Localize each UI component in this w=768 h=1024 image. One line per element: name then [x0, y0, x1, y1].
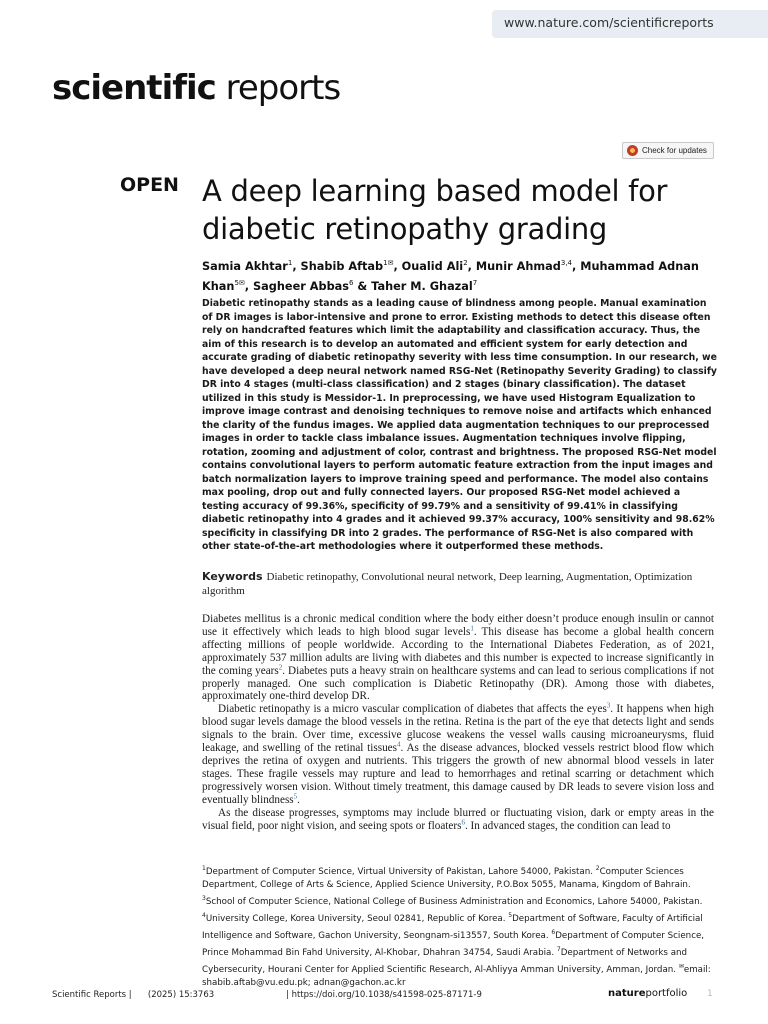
- abstract: Diabetic retinopathy stands as a leading cause of blindness among people. Manual examination of DR images is labor-intensive and prone to error. Existing methods to detect this disease often rely on handcrafted features which limit the adaptability and classification accuracy. Thus, the aim of this research is to develop an automated and efficient system for early detection and accurate grading of diabetic retinopathy severity with less time consumption. In our research, we have developed a deep neural network named RSG-Net (Retinopathy Severity Grading) to classify DR into 4 stages (multi-class classification) and 2 stages (binary classification). The dataset utilized in this study is Messidor-1. In preprocessing, we have used Histogram Equalization to improve image contrast and denoising techniques to remove noise and artifacts which enhanced the clarity of the fundus images. We applied data augmentation techniques to our preprocessed images in order to tackle class imbalance issues. Augmentation techniques involve flipping, rotation, zooming and adjustment of color, contrast and brightness. The proposed RSG-Net model contains convolutional layers to perform automatic feature extraction from the input images and batch normalization layers to improve training speed and performance. The model also contains max pooling, drop out and fully connected layers. Our proposed RSG-Net model achieved a testing accuracy of 99.36%, specificity of 99.79% and a sensitivity of 99.41% in classifying diabetic retinopathy into 4 grades and it achieved 99.37% accuracy, 100% sensitivity and 98.62% specificity in classifying DR into 2 grades. The performance of RSG-Net is also compared with other state-of-the-art methodologies where it outperformed these methods.: [202, 298, 717, 552]
- journal-logo-light: reports: [215, 68, 341, 108]
- body-paragraph: Diabetic retinopathy is a micro vascular complication of diabetes that affects the eyes$^3$. It happens when high blood sugar levels damage the blood vessels in the retina. Retina is the part of the eye that detects light and sends signals to the brain. Over time, excessive glucose weakens the vessel walls causing microaneurysms, fluid leakage, and swelling of the retinal tissues$^4$. As the disease advances, blocked vessels restrict blood flow which deprives the retina of oxygen and nutrients. This triggers the growth of new abnormal blood vessels in later stages. These fragile vessels may rupture and lead to hemorrhages and retinal scarring or detachment which progressively worsen vision. Without timely treatment, this damage caused by DR leads to severe vision loss and eventually blindness$^5$.: [202, 701, 714, 806]
- body-text: [202, 613, 714, 832]
- journal-url[interactable]: www.nature.com/scientificreports: [504, 15, 714, 30]
- publisher-logo-bold: nature: [608, 988, 646, 999]
- footer-journal: Scientific Reports |: [52, 990, 132, 1000]
- page-number: 1: [707, 989, 713, 999]
- journal-logo-bold: scientific: [52, 68, 216, 108]
- check-for-updates-label: Check for updates: [642, 146, 707, 155]
- author-list: Samia Akhtar$^1$, Shabib Aftab$^{1✉}$, Oualid Ali$^2$, Munir Ahmad$^{3,4}$, Muhammad Adnan Khan$^{5✉}$, Sagheer Abbas$^6$ & Taher M. Ghazal$^7$: [202, 259, 699, 293]
- publisher-logo-light: portfolio: [645, 988, 688, 999]
- keywords: [202, 570, 718, 598]
- keywords-text: Diabetic retinopathy, Convolutional neural network, Deep learning, Augmentation, Optimization algorithm: [202, 571, 693, 597]
- footer-citation: [52, 990, 214, 1000]
- footer-volume: (2025) 15:3763: [147, 990, 215, 1000]
- check-for-updates-button[interactable]: [622, 142, 714, 159]
- publisher-logo: [608, 988, 687, 999]
- article-title: A deep learning based model for diabetic retinopathy grading: [202, 174, 668, 246]
- body-paragraph: Diabetes mellitus is a chronic medical condition where the body either doesn’t produce enough insulin or cannot use it effectively which leads to high blood sugar levels$^1$. This disease has become a global health concern affecting millions of people worldwide. According to the International Diabetes Federation, as of 2021, approximately 537 million adults are living with diabetes and this number is expected to increase significantly in the coming years$^2$. Diabetes puts a heavy strain on healthcare systems and can lead to serious complications if not properly managed. One such complication is Diabetic Retinopathy (DR). Among those with diabetes, approximately one-third develop DR.: [202, 613, 714, 703]
- keywords-label: Keywords: [202, 570, 263, 583]
- affiliations: $^1$Department of Computer Science, Virtual University of Pakistan, Lahore 54000, Pakistan. $^2$Computer Sciences Department, College of Arts & Science, Applied Science University, P.O.Box 5055, Manama, Kingdom of Bahrain. $^3$School of Computer Science, National College of Business Administration and Economics, Lahore 54000, Pakistan. $^4$University College, Korea University, Seoul 02841, Republic of Korea. $^5$Department of Software, Faculty of Artificial Intelligence and Software, Gachon University, Seongnam-si13557, South Korea. $^6$Department of Computer Science, Prince Mohammad Bin Fahd University, Al-Khobar, Dhahran 34754, Saudi Arabia. $^7$Department of Networks and Cybersecurity, Hourani Center for Applied Scientific Research, Al-Ahliyya Amman University, Amman, Jordan. ✉email: shabib.aftab@vu.edu.pk; adnan@gachon.ac.kr: [202, 865, 711, 988]
- body-paragraph: As the disease progresses, symptoms may include blurred or fluctuating vision, dark or empty areas in the visual field, poor night vision, and seeing spots or floaters$^6$. In advanced stages, the condition can lead to: [202, 806, 714, 832]
- journal-logo: [52, 68, 340, 108]
- footer-doi[interactable]: | https://doi.org/10.1038/s41598-025-87171-9: [286, 990, 482, 1000]
- open-access-label: OPEN: [120, 174, 179, 196]
- crossmark-icon: [627, 145, 638, 156]
